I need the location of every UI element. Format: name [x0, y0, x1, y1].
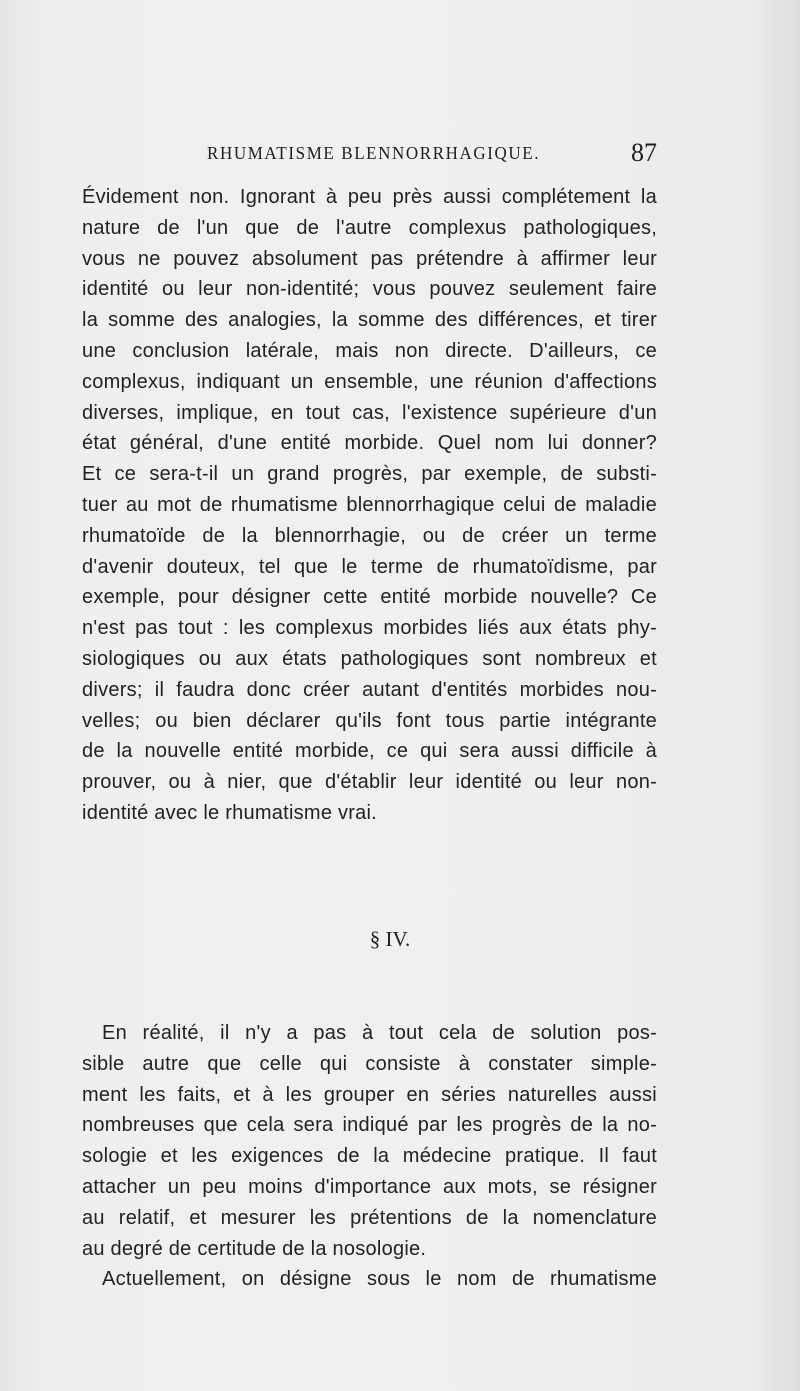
running-title: RHUMATISME BLENNORRHAGIQUE. — [207, 143, 541, 164]
text-line: identité avec le rhumatisme vrai. — [82, 801, 378, 824]
text-line: sible autre que celle qui consiste à constater simple- — [82, 1052, 657, 1075]
text-line: vous ne pouvez absolument pas prétendre à affirmer leur — [82, 247, 657, 270]
text-line: n'est pas tout : les complexus morbides liés aux états phy- — [82, 617, 657, 640]
text-line: En réalité, il n'y a pas à tout cela de solution pos- — [102, 1022, 657, 1044]
paragraph-1 — [82, 182, 657, 829]
text-line: une conclusion latérale, mais non directe. D'ailleurs, ce — [82, 339, 657, 362]
text-line: d'avenir douteux, tel que le terme de rhumatoïdisme, par — [82, 555, 657, 578]
text-line: Évidement non. Ignorant à peu près aussi complétement la — [82, 186, 657, 208]
text-line: nombreuses que cela sera indiqué par les progrès de la no- — [82, 1114, 657, 1137]
section-heading: § IV. — [369, 927, 411, 951]
text-line: état général, d'une entité morbide. Quel nom lui donner? — [82, 432, 657, 455]
text-line: diverses, implique, en tout cas, l'existence supérieure d'un — [82, 401, 657, 424]
text-line: Et ce sera-t-il un grand progrès, par exemple, de substi- — [82, 463, 657, 486]
page-number: 87 — [631, 138, 657, 167]
text-line: prouver, ou à nier, que d'établir leur identité ou leur non- — [82, 771, 657, 794]
text-line: velles; ou bien déclarer qu'ils font tous partie intégrante — [82, 709, 657, 732]
text-line: au relatif, et mesurer les prétentions de la nomenclature — [82, 1206, 657, 1229]
text-line: siologiques ou aux états pathologiques sont nombreux et — [82, 647, 657, 670]
text-line: tuer au mot de rhumatisme blennorrhagique celui de maladie — [82, 493, 657, 516]
text-line: ment les faits, et à les grouper en séries naturelles aussi — [82, 1083, 657, 1106]
running-head — [207, 138, 657, 172]
text-line: exemple, pour désigner cette entité morbide nouvelle? Ce — [82, 586, 657, 609]
text-line: identité ou leur non-identité; vous pouvez seulement faire — [82, 278, 657, 301]
text-line: attacher un peu moins d'importance aux mots, se résigner — [82, 1175, 657, 1198]
text-line: divers; il faudra donc créer autant d'entités morbides nou- — [82, 678, 657, 701]
text-line: la somme des analogies, la somme des différences, et tirer — [82, 309, 657, 332]
text-line: rhumatoïde de la blennorrhagie, ou de créer un terme — [82, 524, 657, 547]
text-line: sologie et les exigences de la médecine pratique. Il faut — [82, 1145, 657, 1168]
text-line: au degré de certitude de la nosologie. — [82, 1237, 427, 1260]
text-line: Actuellement, on désigne sous le nom de rhumatisme — [102, 1268, 657, 1291]
text-line: complexus, indiquant un ensemble, une réunion d'affections — [82, 370, 657, 393]
text-line: de la nouvelle entité morbide, ce qui sera aussi difficile à — [82, 740, 657, 763]
text-line: nature de l'un que de l'autre complexus pathologiques, — [82, 216, 657, 239]
paragraph-2 — [82, 1018, 657, 1295]
